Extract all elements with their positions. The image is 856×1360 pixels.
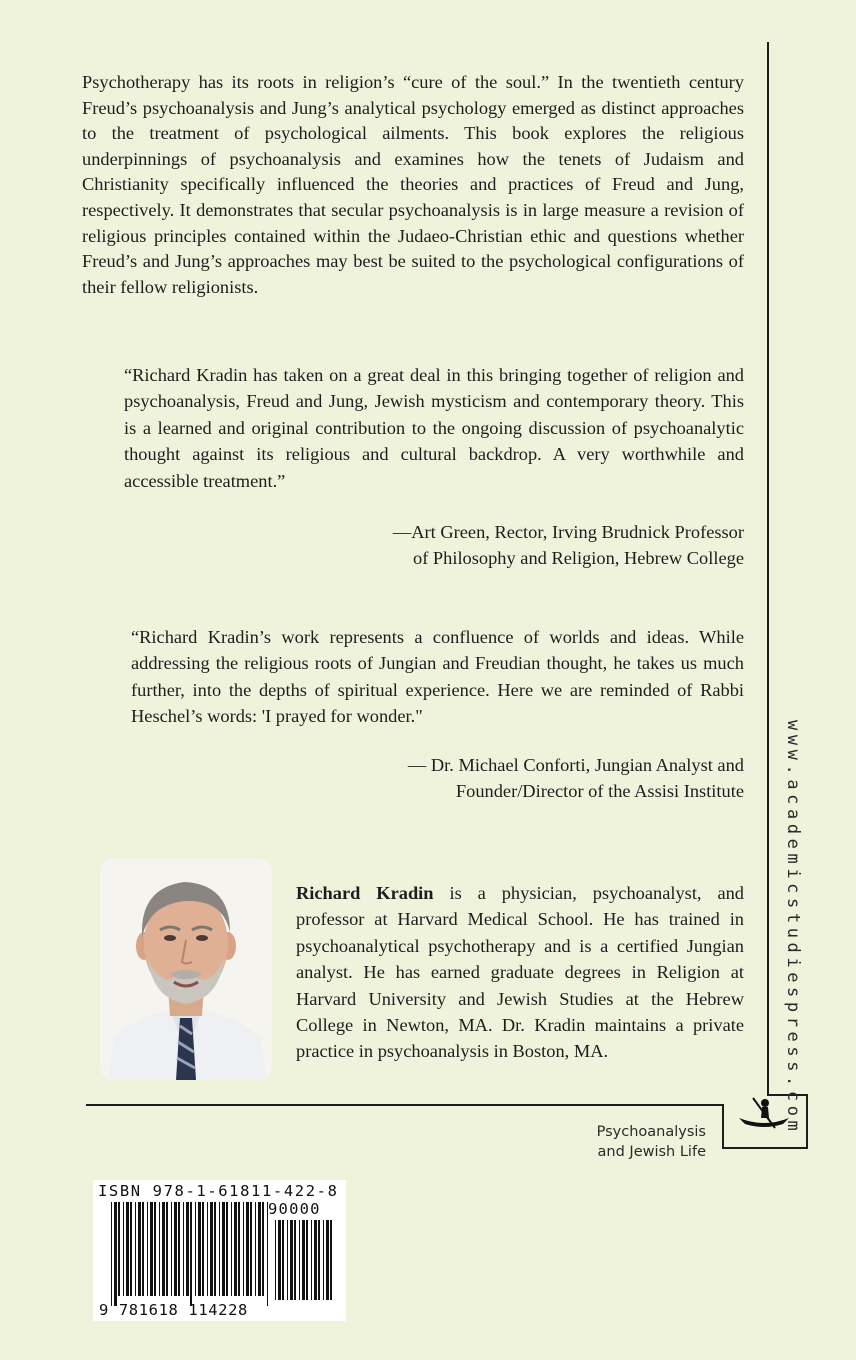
- attribution-line: Founder/Director of the Assisi Institute: [455, 781, 744, 802]
- frame-line-right-upper: [767, 42, 769, 1094]
- frame-line-right-lower: [806, 1094, 808, 1148]
- barcode-bar: [138, 1202, 141, 1296]
- barcode-bar: [202, 1202, 204, 1296]
- barcode-bar: [226, 1202, 228, 1296]
- author-bio: [296, 880, 744, 1065]
- barcode-bar: [238, 1202, 240, 1296]
- isbn-barcode: [93, 1180, 346, 1321]
- barcode-bar: [142, 1202, 144, 1296]
- barcode-bar: [314, 1220, 317, 1300]
- barcode-bar: [214, 1202, 216, 1296]
- barcode-bar: [299, 1220, 300, 1300]
- barcode-bar: [222, 1202, 225, 1296]
- barcode-bar: [326, 1220, 329, 1300]
- isbn-label: ISBN 978-1-61811-422-8: [98, 1182, 339, 1200]
- barcode-bar: [147, 1202, 148, 1296]
- ean-barcode-bars: [111, 1202, 271, 1306]
- barcode-bar: [323, 1220, 324, 1300]
- barcode-bar: [258, 1202, 261, 1296]
- barcode-bar: [178, 1202, 180, 1296]
- barcode-bar: [267, 1202, 268, 1306]
- attribution-line: of Philosophy and Religion, Hebrew College: [413, 548, 744, 569]
- barcode-bar: [294, 1220, 296, 1300]
- barcode-bar: [278, 1220, 281, 1300]
- barcode-bar: [154, 1202, 156, 1296]
- barcode-bar: [186, 1202, 189, 1296]
- barcode-bar: [195, 1202, 196, 1296]
- author-photo: [100, 858, 272, 1080]
- frame-line-bottom-short: [722, 1147, 808, 1149]
- barcode-bar: [311, 1220, 312, 1300]
- attribution-line: —Art Green, Rector, Irving Brudnick Professor: [392, 522, 744, 542]
- barcode-bar: [231, 1202, 232, 1296]
- barcode-bar: [246, 1202, 249, 1296]
- ean-digits: 9 781618 114228: [99, 1301, 248, 1319]
- attribution-line: — Dr. Michael Conforti, Jungian Analyst and: [407, 755, 744, 775]
- publisher-url[interactable]: www.academicstudiespress.com: [783, 720, 803, 1136]
- barcode-bar: [198, 1202, 201, 1296]
- series-line-2: and Jewish Life: [597, 1144, 706, 1160]
- series-name: [597, 1122, 706, 1162]
- barcode-bar: [250, 1202, 252, 1296]
- barcode-bar: [130, 1202, 132, 1296]
- barcode-bar: [111, 1202, 112, 1306]
- endorsement-attribution-conforti: [408, 752, 744, 805]
- author-bio-text: is a physician, psychoanalyst, and professor at Harvard Medical School. He has trained in psychoanalytical psychotherapy and is a certified Jungian analyst. He has earned graduate degrees in Religion at Harvard University and Jewish Studies at the Hebrew College in Newton, MA. Dr. Kradin maintains a private practice in psychoanalysis in Boston, MA.: [296, 883, 744, 1062]
- endorsement-quote-green: “Richard Kradin has taken on a great deal in this bringing together of religion and psychoanalysis, Freud and Jung, Jewish mysticism and contemporary theory. This is a learned and original contribution to the ongoing discussion of psychoanalytic thought against its religious and cultural backdrop. A very worthwhile and accessible treatment.”: [124, 365, 744, 491]
- barcode-bar: [275, 1220, 276, 1300]
- barcode-bar: [287, 1220, 288, 1300]
- barcode-bar: [159, 1202, 160, 1296]
- barcode-bar: [318, 1220, 320, 1300]
- barcode-bar: [219, 1202, 220, 1296]
- barcode-bar: [290, 1220, 293, 1300]
- series-line-1: Psychoanalysis: [596, 1124, 706, 1140]
- barcode-bar: [174, 1202, 177, 1296]
- barcode-bar: [234, 1202, 237, 1296]
- barcode-bar: [306, 1220, 308, 1300]
- barcode-bar: [302, 1220, 305, 1300]
- barcode-bar: [183, 1202, 184, 1296]
- barcode-bar: [126, 1202, 129, 1296]
- publisher-logo-boat-icon: [735, 1094, 793, 1134]
- endorsement-attribution-green: [393, 519, 744, 572]
- barcode-bar: [282, 1220, 284, 1300]
- barcode-bar: [262, 1202, 264, 1296]
- barcode-bar: [190, 1202, 192, 1306]
- barcode-bar: [171, 1202, 172, 1296]
- barcode-bar: [330, 1220, 332, 1300]
- price-barcode-bars: [275, 1220, 337, 1310]
- barcode-bar: [135, 1202, 136, 1296]
- barcode-bar: [210, 1202, 213, 1296]
- barcode-bar: [114, 1202, 117, 1306]
- barcode-bar: [123, 1202, 124, 1296]
- barcode-bar: [166, 1202, 168, 1296]
- barcode-bar: [118, 1202, 120, 1296]
- barcode-bar: [207, 1202, 208, 1296]
- frame-line-link: [722, 1104, 724, 1148]
- author-name: Richard Kradin: [296, 883, 434, 903]
- price-code: 90000: [268, 1200, 321, 1218]
- frame-line-top-horizontal: [86, 1104, 722, 1106]
- barcode-bar: [243, 1202, 244, 1296]
- barcode-bar: [150, 1202, 153, 1296]
- back-cover-blurb: Psychotherapy has its roots in religion’s “cure of the soul.” In the twentieth century Freud’s psychoanalysis and Jung’s analytical psychology emerged as distinct approaches to the treatment of psychological ailments. This book explores the religious underpinnings of psychoanalysis and examines how the tenets of Judaism and Christianity specifically influenced the theories and practices of Freud and Jung, respectively. It demonstrates that secular psychoanalysis is in large measure a revision of religious principles contained within the Judaeo-Christian ethic and questions whether Freud’s and Jung’s approaches may best be suited to the psychological configurations of their fellow religionists.: [82, 72, 744, 297]
- barcode-bar: [162, 1202, 165, 1296]
- author-portrait-illustration: [100, 858, 272, 1080]
- barcode-bar: [255, 1202, 256, 1296]
- endorsement-quote-conforti: “Richard Kradin’s work represents a confluence of worlds and ideas. While addressing the religious roots of Jungian and Freudian thought, he takes us much further, into the depths of spiritual experience. Here we are reminded of Rabbi Heschel’s words: 'I prayed for wonder.": [131, 627, 744, 727]
